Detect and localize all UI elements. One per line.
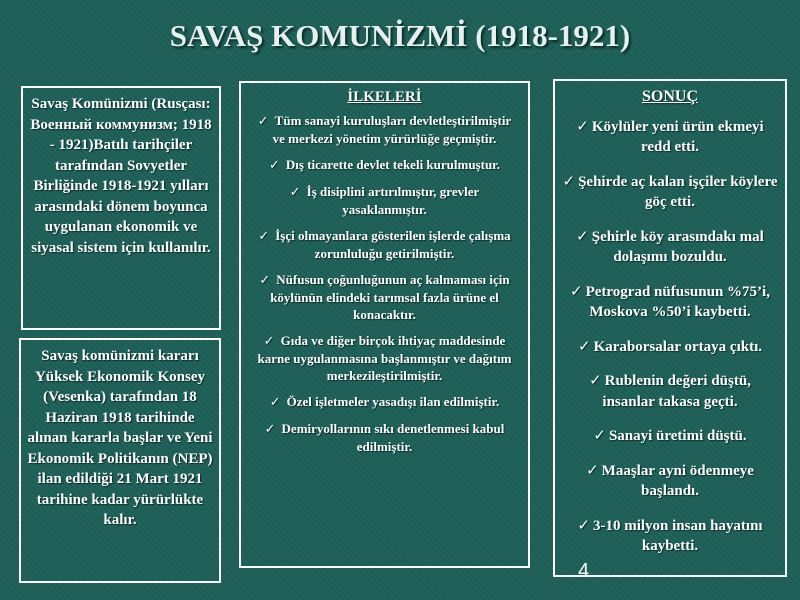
list-item: ✓ 3-10 milyon insan hayatını kaybetti.: [577, 515, 763, 554]
checkmark-icon: ✓: [577, 336, 591, 355]
list-item: ✓ İşçi olmayanlara gösterilen işlerde çalışma zorunluluğu getirilmiştir.: [258, 228, 511, 261]
checkmark-icon: ✓: [576, 116, 589, 135]
checkmark-icon: ✓: [263, 334, 275, 349]
list-item: ✓ Maaşlar ayni ödenmeye başlandı.: [586, 460, 754, 499]
result-list: [561, 116, 779, 557]
page-number: 4: [578, 560, 590, 582]
result-box: [553, 79, 787, 577]
checkmark-icon: ✓: [576, 226, 589, 245]
checkmark-icon: ✓: [269, 395, 281, 410]
slide-title: SAVAŞ KOMUNİZMİ (1918-1921): [169, 18, 631, 53]
checkmark-icon: ✓: [264, 422, 276, 437]
result-heading: SONUÇ: [641, 88, 698, 105]
checkmark-icon: ✓: [562, 171, 576, 190]
principles-list: [251, 112, 518, 455]
checkmark-icon: ✓: [258, 229, 270, 244]
decision-text: Savaş komünizmi kararı Yüksek Ekonomik Konsey (Vesenka) tarafından 18 Haziran 1918 tarihinde alınan kararla başlar ve Yeni Ekonomik Politikanın (NEP) ilan edildiği 21 Mart 1921 tarihine kadar yürürlükte kalır.: [27, 348, 213, 528]
list-item: ✓ Karaborsalar ortaya çıktı.: [577, 336, 763, 355]
checkmark-icon: ✓: [257, 114, 269, 129]
list-item: ✓ Sanayi üretimi düştü.: [593, 426, 747, 444]
list-item: ✓ Petrograd nüfusunun %75’i, Moskova %50’i kaybetti.: [570, 281, 770, 320]
list-item: ✓ Şehirle köy arasındakı mal dolaşımı bozuldu.: [576, 226, 764, 265]
list-item: ✓ Köylüler yeni ürün ekmeyi redd etti.: [576, 116, 764, 155]
decision-box: [19, 338, 221, 583]
checkmark-icon: ✓: [268, 158, 280, 173]
principles-heading: İLKELERİ: [347, 89, 422, 105]
list-item: ✓ Özel işletmeler yasadışı ilan edilmiştir.: [269, 394, 500, 410]
definition-box: [21, 86, 221, 330]
list-item: ✓ Nüfusun çoğunluğunun aç kalmaması için köylünün elindeki tarımsal fazla ürüne el konacaktır.: [259, 272, 510, 322]
checkmark-icon: ✓: [589, 371, 602, 389]
checkmark-icon: ✓: [259, 273, 271, 288]
list-item: ✓ Rublenin değeri düştü, insanlar takasa geçti.: [589, 371, 751, 410]
list-item: ✓ Şehirde aç kalan işçiler köylere göç etti.: [562, 171, 778, 210]
list-item: ✓ Demiryollarının sıkı denetlenmesi kabul edilmiştir.: [264, 421, 505, 454]
list-item: ✓ Gıda ve diğer birçok ihtiyaç maddesinde karne uygulanmasına başlanmıştır ve dağıtım merkezileştirilmiştir.: [257, 333, 512, 383]
checkmark-icon: ✓: [570, 281, 583, 300]
list-item: ✓ İş disiplini artırılmıştır, grevler yasaklanmıştır.: [289, 184, 480, 217]
list-item: ✓ Dış ticarette devlet tekeli kurulmuştur.: [268, 157, 501, 173]
principles-box: [239, 81, 530, 568]
definition-text: Savaş Komünizmi (Rusçası: Военный коммунизм; 1918 - 1921)Batılı tarihçiler tarafından Sovyetler Birliğinde 1918-1921 yılları arasındaki dönem boyunca uygulanan ekonomik ve siyasal sistem için kullanılır.: [30, 96, 212, 256]
checkmark-icon: ✓: [593, 426, 606, 444]
checkmark-icon: ✓: [289, 185, 301, 200]
checkmark-icon: ✓: [577, 515, 590, 534]
list-item: ✓ Tüm sanayi kuruluşları devletleştirilmiştir ve merkezi yönetim yürürlüğe geçmiştir.: [257, 113, 512, 146]
checkmark-icon: ✓: [586, 460, 599, 479]
